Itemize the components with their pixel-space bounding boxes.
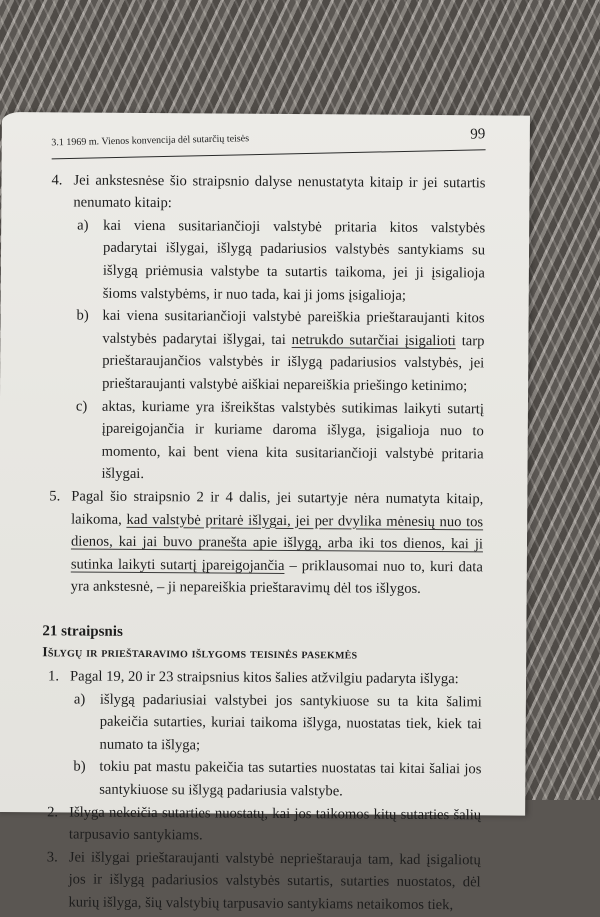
paragraph-4	[43, 169, 485, 488]
article-21-paragraph-2	[41, 801, 481, 849]
paragraph-text: Jei išlygai prieštaraujanti valstybė neprieštarauja tam, kad įsigaliotų jos ir išlygą padariusios valstybės sutartis, sutarties nuostatos, dėl kurių išlyga, šių valstybių tarpusavio santykiams netaikomos tiek,	[68, 849, 481, 914]
subitem-text: aktas, kuriame yra išreikštas valstybės sutikimas laikyti sutartį įpareigojančia ir kuriame daroma išlyga, įsigalioja nuo to momento, kai bent viena kita susitariančioji valstybė pritaria išlygai.	[101, 398, 484, 483]
subitem-label: c)	[75, 398, 88, 415]
paragraph-5	[43, 485, 484, 601]
text-segment: tarp prieštaraujančios valstybės ir išlygą padariusios valstybės, jei prieštaraujanti valstybė aiškiai nepareiškia priešingo ketinimo;	[102, 332, 485, 395]
page-number: 99	[470, 126, 486, 143]
subitem-a	[70, 688, 482, 759]
underlined-passage: kad valstybė pritarė išlygai, jei per dvylika mėnesių nuo tos dienos, kai jai buvo pranešta apie išlygą, arba iki tos dienos, kai ji sutinka laikyti sutartį įpareigojančia	[70, 511, 484, 574]
paragraph-text: Išlyga nekeičia sutarties nuostatų, kai jos taikomos kitų sutarties šalių tarpusavio santykiams.	[68, 804, 482, 844]
page-content	[40, 126, 486, 917]
text-segment: kai viena susitariančioji valstybė pareiškia prieštaraujanti kitos valstybės padarytai išlygai, tai	[102, 307, 485, 348]
paragraph-number: 2.	[47, 803, 59, 821]
subitem-text: išlygą padariusiai valstybei jos santykiuose su ta kita šalimi pakeičia sutarties, kuriai taikoma išlyga, nuostatas tiek, kiek tai numato ta išlyga;	[99, 691, 482, 754]
running-head-title: 3.1 1969 m. Vienos konvencija dėl sutarčių teisės	[51, 133, 250, 149]
subitem-b	[69, 756, 481, 804]
subitem-text: kai viena susitariančioji valstybė pritaria kitos valstybės padarytai išlygai, išlygą padariusios valstybės santykiams su išlygą priėmusia valstybe ta sutartis taikoma, jei ji įsigalioja šioms valstybėms, ir nuo tada, kai ji joms įsigalioja;	[102, 217, 486, 304]
paragraph-number: 1.	[48, 668, 60, 685]
subitem-text	[102, 305, 485, 398]
subitem-label: a)	[73, 691, 86, 708]
text-segment: Pagal šio straipsnio 2 ir 4 dalis, jei sutartyje nėra numatyta kitaip, laikoma,	[71, 488, 484, 528]
paragraph-number: 5.	[49, 488, 61, 505]
paragraph-text	[71, 485, 484, 601]
book-page	[0, 112, 530, 914]
article-21-paragraph-3	[40, 846, 480, 917]
paragraph-number: 3.	[46, 849, 58, 866]
subitem-label: a)	[77, 217, 89, 234]
subitem-label: b)	[76, 307, 89, 324]
article-subtitle: Išlygų ir prieštaravimo išlygoms teisinės pasekmės	[42, 645, 358, 663]
underlined-passage: netrukdo sutarčiai įsigalioti	[291, 331, 456, 349]
subitem-b	[72, 305, 485, 398]
text-segment: – priklausomai nuo to, kuri data yra ankstesnė, – ji nepareiškia prieštaravimų dėl tos išlygos.	[70, 557, 483, 598]
running-head	[51, 123, 485, 159]
paragraph-number: 4.	[51, 171, 63, 189]
subitem-a	[73, 214, 486, 307]
paragraph-intro: Jei ankstesnėse šio straipsnio dalyse nenustatyta kitaip ir jei sutartis nenumato kitaip:	[73, 172, 486, 212]
article-title: 21 straipsnis	[42, 623, 123, 640]
subitem-text: tokiu pat mastu pakeičia tas sutarties nuostatas tai kitai šaliai jos santykiuose su išlygą padariusia valstybe.	[99, 759, 482, 800]
subitem-label: b)	[73, 758, 86, 776]
subitem-c	[71, 395, 484, 488]
paragraph-intro: Pagal 19, 20 ir 23 straipsnius kitos šalies atžvilgiu padaryta išlyga:	[70, 668, 459, 688]
article-21-paragraph-1	[41, 665, 482, 804]
